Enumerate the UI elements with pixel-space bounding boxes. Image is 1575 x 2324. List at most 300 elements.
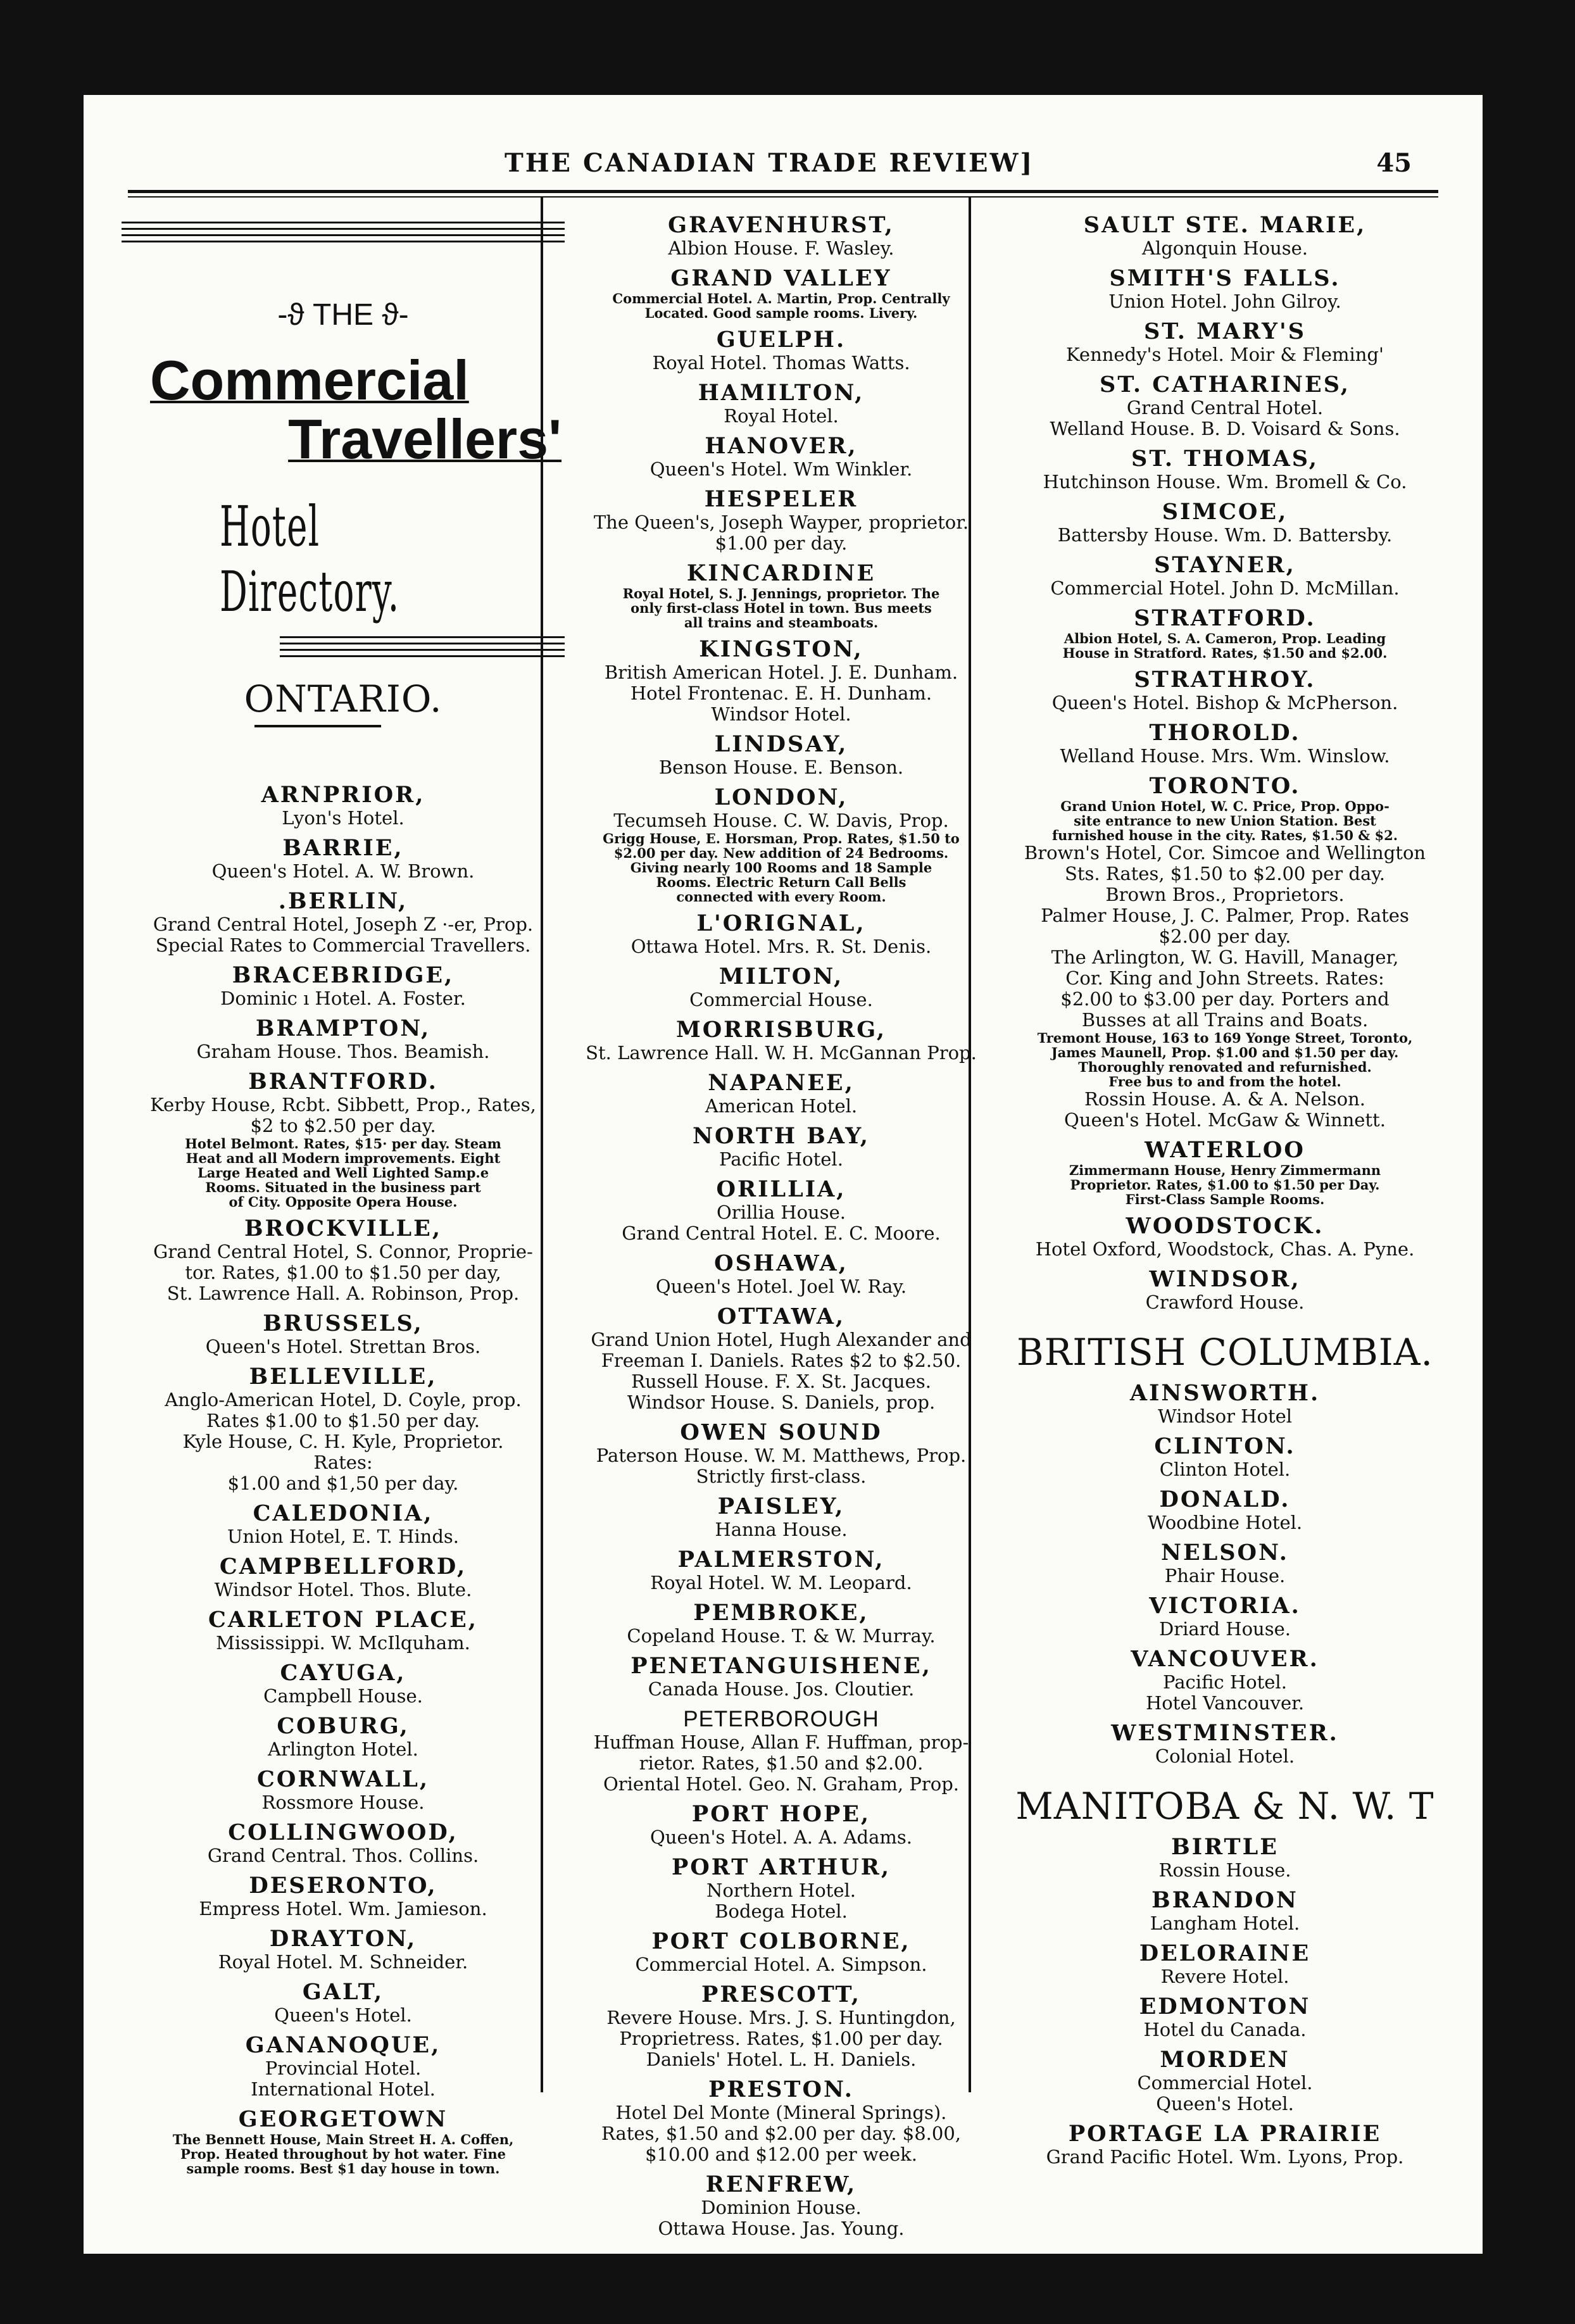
hotel-line: Campbell House. <box>263 1685 423 1707</box>
listing-entry <box>547 785 1015 904</box>
listing-entry <box>547 487 1015 554</box>
town-name: GRAVENHURST, <box>668 212 894 238</box>
hotel-listing-british-columbia <box>975 1381 1475 1767</box>
listing-entry <box>975 1487 1475 1533</box>
hotel-line: Brown's Hotel, Cor. Simcoe and Wellington <box>1024 842 1426 864</box>
town-name: HANOVER, <box>705 433 858 459</box>
hotel-line: Pacific Hotel. <box>719 1148 843 1170</box>
hotel-listing-manitoba <box>975 1835 1475 2168</box>
listing-entry <box>547 380 1015 427</box>
hotel-line: Grand Pacific Hotel. Wm. Lyons, Prop. <box>1046 2146 1404 2168</box>
hotel-line: Queen's Hotel. <box>1156 2093 1294 2114</box>
listing-entry <box>975 1214 1475 1260</box>
listing-entry <box>547 1929 1015 1975</box>
town-name: BRANTFORD. <box>248 1069 438 1095</box>
region-heading-manitoba: MANITOBA & N. W. T <box>1015 1785 1434 1828</box>
hotel-line: Crawford House. <box>1145 1291 1305 1313</box>
town-name: CARLETON PLACE, <box>208 1607 478 1633</box>
listing-entry <box>547 1600 1015 1647</box>
town-name: PRESCOTT, <box>701 1982 861 2007</box>
hotel-line: St. Lawrence Hall. W. H. McGannan Prop. <box>586 1042 977 1064</box>
hotel-line: Brown Bros., Proprietors. <box>1105 884 1345 905</box>
listing-entry <box>975 1721 1475 1767</box>
town-name: DRAYTON, <box>269 1926 417 1952</box>
hotel-line: Ottawa House. Jas. Young. <box>658 2218 905 2239</box>
town-name: NELSON. <box>1161 1540 1289 1566</box>
town-name: ARNPRIOR, <box>261 782 425 808</box>
hotel-notice-line: Rooms. Electric Return Call Bells <box>656 874 907 890</box>
hotel-listing-ontario-c <box>975 213 1475 1313</box>
hotel-notice-line: Free bus to and from the hotel. <box>1108 1074 1341 1090</box>
hotel-line: Grand Central Hotel. E. C. Moore. <box>622 1222 941 1244</box>
town-name: BRACEBRIDGE, <box>232 962 455 988</box>
hotel-line: Grand Central Hotel. <box>1126 397 1324 418</box>
listing-entry <box>547 637 1015 725</box>
listing-entry <box>547 1177 1015 1223</box>
listing-entry <box>547 1251 1015 1297</box>
listing-entry <box>975 667 1475 713</box>
hotel-notice-line: House in Stratford. Rates, $1.50 and $2.00. <box>1062 645 1388 661</box>
hotel-line: St. Lawrence Hall. A. Robinson, Prop. <box>166 1283 520 1304</box>
hotel-line: Queen's Hotel. A. A. Adams. <box>650 1826 912 1848</box>
hotel-line: Royal Hotel. <box>724 405 839 427</box>
masthead-hotel-directory: Hotel Directory. <box>220 494 400 624</box>
hotel-notice-line: $2.00 per day. New addition of 24 Bedrooms. <box>613 845 949 861</box>
town-name: EDMONTON <box>1139 1994 1311 2019</box>
town-name: GALT, <box>302 1979 384 2005</box>
listing-entry <box>109 1069 577 1209</box>
hotel-line: Ottawa Hotel. Mrs. R. St. Denis. <box>631 936 932 957</box>
listing-entry <box>975 1888 1475 1934</box>
hotel-line: Queen's Hotel. Wm Winkler. <box>649 458 913 480</box>
hotel-notice-line: site entrance to new Union Station. Best <box>1074 813 1376 829</box>
town-name: PETERBOROUGH <box>683 1707 879 1731</box>
masthead-commercial: Commercial <box>150 349 469 411</box>
hotel-line: Royal Hotel. Thomas Watts. <box>652 352 910 374</box>
hotel-line: Benson House. E. Benson. <box>658 757 904 778</box>
hotel-notice-line: furnished house in the city. Rates, $1.50 & $2. <box>1051 827 1398 843</box>
town-name: KINCARDINE <box>686 560 876 586</box>
hotel-line: Phair House. <box>1164 1565 1286 1586</box>
hotel-line: Commercial Hotel. A. Simpson. <box>635 1954 927 1975</box>
hotel-notice-line: all trains and steamboats. <box>684 615 879 631</box>
town-name: L'ORIGNAL, <box>696 910 866 936</box>
town-name: DONALD. <box>1159 1486 1291 1512</box>
town-name: BRANDON <box>1151 1887 1298 1913</box>
listing-entry <box>109 1767 577 1813</box>
hotel-line: Welland House. B. D. Voisard & Sons. <box>1050 418 1400 439</box>
hotel-line: Huffman House, Allan F. Huffman, prop- <box>593 1731 969 1753</box>
hotel-notice-line: Located. Good sample rooms. Livery. <box>644 305 918 321</box>
hotel-line: Northern Hotel. <box>706 1880 856 1901</box>
listing-entry <box>975 1835 1475 1881</box>
hotel-line: Colonial Hotel. <box>1155 1745 1295 1767</box>
hotel-notice-line: Giving nearly 100 Rooms and 18 Sample <box>630 860 932 876</box>
listing-entry <box>975 1647 1475 1714</box>
listing-entry <box>975 1540 1475 1586</box>
masthead-the: -⁠ϑ THE ϑ- <box>277 298 409 332</box>
hotel-line: Hotel Oxford, Woodstock, Chas. A. Pyne. <box>1035 1238 1415 1260</box>
hotel-line: Proprietress. Rates, $1.00 per day. <box>619 2028 943 2049</box>
hotel-line: Royal Hotel. W. M. Leopard. <box>650 1572 912 1593</box>
hotel-line: Kyle House, C. H. Kyle, Proprietor. <box>182 1431 504 1452</box>
listing-entry <box>547 2172 1015 2239</box>
town-name: BELLEVILLE, <box>249 1364 437 1390</box>
hotel-line: Lyon's Hotel. <box>282 807 405 829</box>
header-rule <box>128 190 1438 193</box>
town-name: STRATHROY. <box>1134 667 1316 693</box>
page-header <box>84 148 1483 184</box>
town-name: THOROLD. <box>1149 720 1301 746</box>
town-name: CLINTON. <box>1154 1433 1296 1459</box>
hotel-line: Queen's Hotel. Joel W. Ray. <box>655 1276 907 1297</box>
listing-entry <box>109 2107 577 2176</box>
listing-entry <box>975 2047 1475 2114</box>
hotel-line: Albion House. F. Wasley. <box>668 237 894 259</box>
hotel-line: Canada House. Jos. Cloutier. <box>648 1678 915 1700</box>
listing-entry <box>975 1994 1475 2040</box>
listing-entry <box>975 499 1475 546</box>
listing-entry <box>975 1941 1475 1987</box>
hotel-line: $2 to $2.50 per day. <box>250 1115 436 1136</box>
hotel-line: Pacific Hotel. <box>1163 1671 1287 1693</box>
town-name: SAULT STE. MARIE, <box>1083 212 1367 238</box>
hotel-notice-line: Heat and all Modern improvements. Eight <box>185 1150 501 1166</box>
town-name: PORT HOPE, <box>691 1801 871 1827</box>
listing-entry <box>109 1661 577 1707</box>
hotel-notice-line: connected with every Room. <box>676 889 886 905</box>
listing-entry <box>109 1501 577 1547</box>
town-name: DELORAINE <box>1139 1940 1311 1966</box>
hotel-notice-line: Grand Union Hotel, W. C. Price, Prop. Oppo- <box>1060 798 1390 814</box>
town-name: OTTAWA, <box>717 1303 846 1329</box>
town-name: ST. THOMAS, <box>1131 446 1319 472</box>
hotel-notice-line: First-Class Sample Rooms. <box>1125 1191 1325 1207</box>
hotel-line: Cor. King and John Streets. Rates: <box>1065 967 1384 989</box>
hotel-line: Rossin House. A. & A. Nelson. <box>1084 1088 1365 1110</box>
hotel-notice-line: James Maunell, Prop. $1.00 and $1.50 per day. <box>1051 1045 1399 1060</box>
hotel-line: Hotel Vancouver. <box>1145 1692 1305 1714</box>
town-name: GRAND VALLEY <box>670 265 892 291</box>
town-name: SIMCOE, <box>1162 499 1288 525</box>
town-name: STRATFORD. <box>1134 605 1316 631</box>
town-name: MORDEN <box>1160 2047 1290 2073</box>
listing-entry <box>547 1071 1015 1117</box>
town-name: RENFREW, <box>705 2171 857 2197</box>
town-name: PEMBROKE, <box>693 1600 869 1626</box>
hotel-line: Revere House. Mrs. J. S. Huntingdon, <box>606 2007 956 2028</box>
town-name: COBURG, <box>277 1713 410 1739</box>
listing-entry <box>547 1855 1015 1922</box>
town-name: GANANOQUE, <box>245 2032 441 2058</box>
town-name: PORT ARTHUR, <box>671 1854 891 1880</box>
hotel-line: Queen's Hotel. A. W. Brown. <box>211 860 475 882</box>
hotel-line: Anglo-American Hotel, D. Coyle, prop. <box>165 1389 522 1410</box>
listing-entry <box>109 1980 577 2026</box>
listing-entry <box>547 1547 1015 1593</box>
hotel-line: Kerby House, Rcbt. Sibbett, Prop., Rates, <box>150 1094 536 1115</box>
listing-entry <box>975 553 1475 599</box>
town-name: PALMERSTON, <box>677 1547 885 1573</box>
listing-entry <box>975 372 1475 439</box>
hotel-line: $1.00 and $1,50 per day. <box>227 1473 459 1494</box>
town-name: BRAMPTON, <box>255 1015 431 1041</box>
hotel-notice-line: Hotel Belmont. Rates, $15· per day. Steam <box>185 1136 501 1152</box>
listing-entry <box>109 836 577 882</box>
listing-entry <box>547 1304 1015 1413</box>
town-name: KINGSTON, <box>699 636 863 662</box>
hotel-notice-line: Commercial Hotel. A. Martin, Prop. Centrally <box>612 291 950 306</box>
hotel-notice-line: of City. Opposite Opera House. <box>229 1194 458 1210</box>
hotel-notice-line: Grigg House, E. Horsman, Prop. Rates, $1.50 to <box>603 831 960 846</box>
listing-entry <box>109 889 577 956</box>
hotel-line: British American Hotel. J. E. Dunham. <box>604 662 958 683</box>
listing-entry <box>547 1707 1015 1795</box>
town-name: CORNWALL, <box>256 1766 430 1792</box>
listing-entry <box>109 1820 577 1866</box>
listing-entry <box>547 1223 1015 1244</box>
hotel-line: Queen's Hotel. <box>274 2004 412 2026</box>
listing-entry <box>547 1802 1015 1848</box>
town-name: TORONTO. <box>1149 773 1301 799</box>
town-name: MORRISBURG, <box>675 1017 887 1043</box>
hotel-line: Special Rates to Commercial Travellers. <box>155 934 531 956</box>
directory-masthead <box>109 206 577 776</box>
hotel-line: $10.00 and $12.00 per week. <box>645 2144 917 2165</box>
town-name: .BERLIN, <box>278 888 408 914</box>
town-name: HAMILTON, <box>698 380 865 406</box>
region-heading-ontario: ONTARIO. <box>244 677 442 720</box>
town-name: AINSWORTH. <box>1129 1380 1321 1406</box>
listing-entry <box>109 963 577 1009</box>
hotel-line: Hotel du Canada. <box>1143 2019 1307 2040</box>
listing-entry <box>547 1420 1015 1487</box>
listing-entry <box>547 1494 1015 1540</box>
listing-entry <box>109 1873 577 1919</box>
hotel-line: Langham Hotel. <box>1150 1913 1300 1934</box>
hotel-line: Union Hotel. John Gilroy. <box>1108 291 1341 312</box>
town-name: DESERONTO, <box>249 1873 437 1899</box>
listing-entry <box>547 266 1015 320</box>
listing-entry <box>109 1016 577 1062</box>
hotel-line: Algonquin House. <box>1141 237 1308 259</box>
hotel-line: Driard House. <box>1158 1618 1291 1640</box>
listing-entry <box>109 782 577 829</box>
town-name: BIRTLE <box>1171 1834 1279 1860</box>
listing-entry <box>975 1434 1475 1480</box>
hotel-line: rietor. Rates, $1.50 and $2.00. <box>639 1752 924 1774</box>
hotel-line: $2.00 per day. <box>1158 926 1291 947</box>
town-name: PORTAGE LA PRAIRIE <box>1068 2121 1382 2147</box>
listing-entry <box>975 319 1475 365</box>
town-name: HESPELER <box>704 486 858 512</box>
hotel-notice-line: The Bennett House, Main Street H. A. Coffen, <box>172 2132 514 2147</box>
hotel-notice-line: Proprietor. Rates, $1.00 to $1.50 per Day. <box>1070 1177 1380 1193</box>
listing-entry <box>975 446 1475 493</box>
listing-entry <box>547 732 1015 778</box>
listing-entry <box>547 1124 1015 1170</box>
hotel-line: Busses at all Trains and Boats. <box>1081 1009 1369 1031</box>
hotel-line: Oriental Hotel. Geo. N. Graham, Prop. <box>603 1773 959 1795</box>
hotel-line: Arlington Hotel. <box>268 1738 418 1760</box>
listing-entry <box>547 1982 1015 2070</box>
publication-title: THE CANADIAN TRADE REVIEW] <box>505 148 1034 178</box>
hotel-line: International Hotel. <box>251 2078 436 2100</box>
town-name: BROCKVILLE, <box>244 1215 442 1241</box>
listing-entry <box>975 606 1475 660</box>
hotel-line: Queen's Hotel. Bishop & McPherson. <box>1051 692 1398 713</box>
town-name: WINDSOR, <box>1149 1266 1301 1292</box>
listing-entry <box>109 1364 577 1494</box>
hotel-line: Hanna House. <box>715 1519 848 1540</box>
hotel-line: Grand Union Hotel, Hugh Alexander and <box>591 1329 972 1350</box>
listing-entry <box>547 964 1015 1010</box>
town-name: LONDON, <box>714 784 848 810</box>
listing-entry <box>109 1607 577 1654</box>
hotel-line: Mississippi. W. McIlquham. <box>216 1632 470 1654</box>
listing-entry <box>547 2077 1015 2165</box>
hotel-line: Provincial Hotel. <box>265 2057 422 2079</box>
hotel-line: Sts. Rates, $1.50 to $2.00 per day. <box>1065 863 1385 884</box>
hotel-line: Union Hotel, E. T. Hinds. <box>227 1526 460 1547</box>
hotel-line: Windsor Hotel <box>1157 1405 1293 1427</box>
hotel-line: Kennedy's Hotel. Moir & Fleming' <box>1066 344 1384 365</box>
hotel-line: Graham House. Thos. Beamish. <box>196 1041 490 1062</box>
town-name: PAISLEY, <box>717 1493 845 1519</box>
hotel-line: Hotel Del Monte (Mineral Springs). <box>615 2102 947 2123</box>
hotel-notice-line: Royal Hotel, S. J. Jennings, proprietor. The <box>622 586 940 601</box>
hotel-line: The Queen's, Joseph Wayper, proprietor. <box>593 512 969 533</box>
region-rule <box>254 725 381 727</box>
listing-entry <box>975 774 1475 1131</box>
hotel-line: Welland House. Mrs. Wm. Winslow. <box>1060 745 1390 767</box>
listing-entry <box>547 561 1015 630</box>
hotel-notice-line: Zimmermann House, Henry Zimmermann <box>1069 1162 1381 1178</box>
town-name: PENETANGUISHENE, <box>631 1653 932 1679</box>
hotel-line: Grand Central. Thos. Collins. <box>207 1845 479 1866</box>
town-name: NORTH BAY, <box>693 1123 870 1149</box>
hotel-line: Bodega Hotel. <box>715 1900 848 1922</box>
hotel-line: $2.00 to $3.00 per day. Porters and <box>1060 988 1390 1010</box>
town-name: VANCOUVER. <box>1131 1646 1319 1672</box>
hotel-line: Clinton Hotel. <box>1159 1459 1291 1480</box>
hotel-notice-line: Albion Hotel, S. A. Cameron, Prop. Leading <box>1064 631 1386 646</box>
town-name: STAYNER, <box>1154 552 1296 578</box>
hotel-notice-line: sample rooms. Best $1 day house in town. <box>186 2161 500 2176</box>
town-name: GUELPH. <box>716 327 846 353</box>
town-name: WOODSTOCK. <box>1126 1213 1324 1239</box>
town-name: WESTMINSTER. <box>1111 1720 1339 1746</box>
hotel-line: Empress Hotel. Wm. Jamieson. <box>199 1898 487 1919</box>
listing-entry <box>109 1554 577 1600</box>
hotel-line: Queen's Hotel. McGaw & Winnett. <box>1064 1109 1386 1131</box>
listing-entry <box>547 213 1015 259</box>
town-name: NAPANEE, <box>708 1070 855 1096</box>
hotel-line: Strictly first-class. <box>696 1466 867 1487</box>
hotel-notice-line: Rooms. Situated in the business part <box>205 1179 481 1195</box>
town-name: ST. MARY'S <box>1143 318 1307 344</box>
hotel-line: Russell House. F. X. St. Jacques. <box>631 1371 931 1392</box>
hotel-line: Woodbine Hotel. <box>1147 1512 1303 1533</box>
town-name: ST. CATHARINES, <box>1100 372 1350 398</box>
listing-entry <box>547 1017 1015 1064</box>
listing-entry <box>547 327 1015 374</box>
town-name: BARRIE, <box>282 835 404 861</box>
town-name: COLLINGWOOD, <box>228 1819 458 1845</box>
listing-entry <box>975 1381 1475 1427</box>
hotel-line: Dominion House. <box>701 2197 862 2218</box>
hotel-line: tor. Rates, $1.00 to $1.50 per day, <box>185 1262 501 1283</box>
hotel-line: Tecumseh House. C. W. Davis, Prop. <box>613 810 949 831</box>
column-1 <box>109 206 577 2176</box>
column-3 <box>975 206 1475 2168</box>
hotel-listing-ontario-a <box>109 782 577 2176</box>
hotel-line: Rossin House. <box>1158 1859 1291 1881</box>
hotel-line: Hutchinson House. Wm. Bromell & Co. <box>1043 471 1407 493</box>
hotel-line: Commercial Hotel. <box>1137 2072 1313 2094</box>
town-name: BRUSSELS, <box>263 1310 424 1336</box>
hotel-notice-line: Large Heated and Well Lighted Samp.e <box>197 1165 489 1181</box>
town-name: OSHAWA, <box>714 1250 848 1276</box>
hotel-line: Commercial Hotel. John D. McMillan. <box>1050 577 1400 599</box>
listing-entry <box>547 434 1015 480</box>
hotel-line: The Arlington, W. G. Havill, Manager, <box>1051 946 1399 968</box>
masthead-travellers: Travellers' <box>288 408 562 470</box>
listing-entry <box>547 911 1015 957</box>
hotel-listing-ontario-b <box>547 213 1015 2239</box>
masthead-rules <box>122 222 565 247</box>
masthead-rules <box>280 636 565 662</box>
hotel-line: Palmer House, J. C. Palmer, Prop. Rates <box>1041 905 1409 926</box>
hotel-line: Windsor Hotel. Thos. Blute. <box>214 1579 472 1600</box>
town-name: CAMPBELLFORD, <box>219 1554 467 1580</box>
hotel-line: Grand Central Hotel, S. Connor, Proprie- <box>153 1241 533 1262</box>
hotel-notice-line: only first-class Hotel in town. Bus meets <box>631 600 932 616</box>
listing-entry <box>975 1138 1475 1207</box>
hotel-notice-line: Thoroughly renovated and refurnished. <box>1078 1059 1372 1075</box>
town-name: PORT COLBORNE, <box>651 1928 911 1954</box>
town-name: GEORGETOWN <box>238 2106 448 2132</box>
hotel-line: Battersby House. Wm. D. Battersby. <box>1057 524 1393 546</box>
hotel-line: Paterson House. W. M. Matthews, Prop. <box>596 1445 967 1466</box>
listing-entry <box>547 1654 1015 1700</box>
hotel-line: Orillia House. <box>717 1202 846 1223</box>
listing-entry <box>109 1714 577 1760</box>
listing-entry <box>975 1267 1475 1313</box>
listing-entry <box>975 266 1475 312</box>
listing-entry <box>975 2121 1475 2168</box>
region-heading-british-columbia: BRITISH COLUMBIA. <box>1017 1331 1433 1374</box>
town-name: LINDSAY, <box>714 731 848 757</box>
hotel-line: Royal Hotel. M. Schneider. <box>218 1951 468 1973</box>
listing-entry <box>109 1926 577 1973</box>
hotel-line: American Hotel. <box>705 1095 858 1117</box>
hotel-line: Windsor House. S. Daniels, prop. <box>627 1391 936 1413</box>
hotel-line: Grand Central Hotel, Joseph Z ·-er, Prop. <box>153 914 534 935</box>
listing-entry <box>109 1216 577 1304</box>
town-name: CALEDONIA, <box>253 1500 434 1526</box>
newspaper-page <box>84 95 1483 2254</box>
hotel-line: Windsor Hotel. <box>711 703 851 725</box>
listing-entry <box>975 213 1475 259</box>
hotel-notice-line: Prop. Heated throughout by hot water. Fine <box>180 2146 506 2162</box>
town-name: MILTON, <box>718 964 844 989</box>
hotel-line: Rates: <box>313 1452 373 1473</box>
listing-entry <box>975 1593 1475 1640</box>
column-2 <box>547 206 1015 2239</box>
hotel-line: Freeman I. Daniels. Rates $2 to $2.50. <box>601 1350 962 1371</box>
header-rule-thin <box>128 196 1438 198</box>
